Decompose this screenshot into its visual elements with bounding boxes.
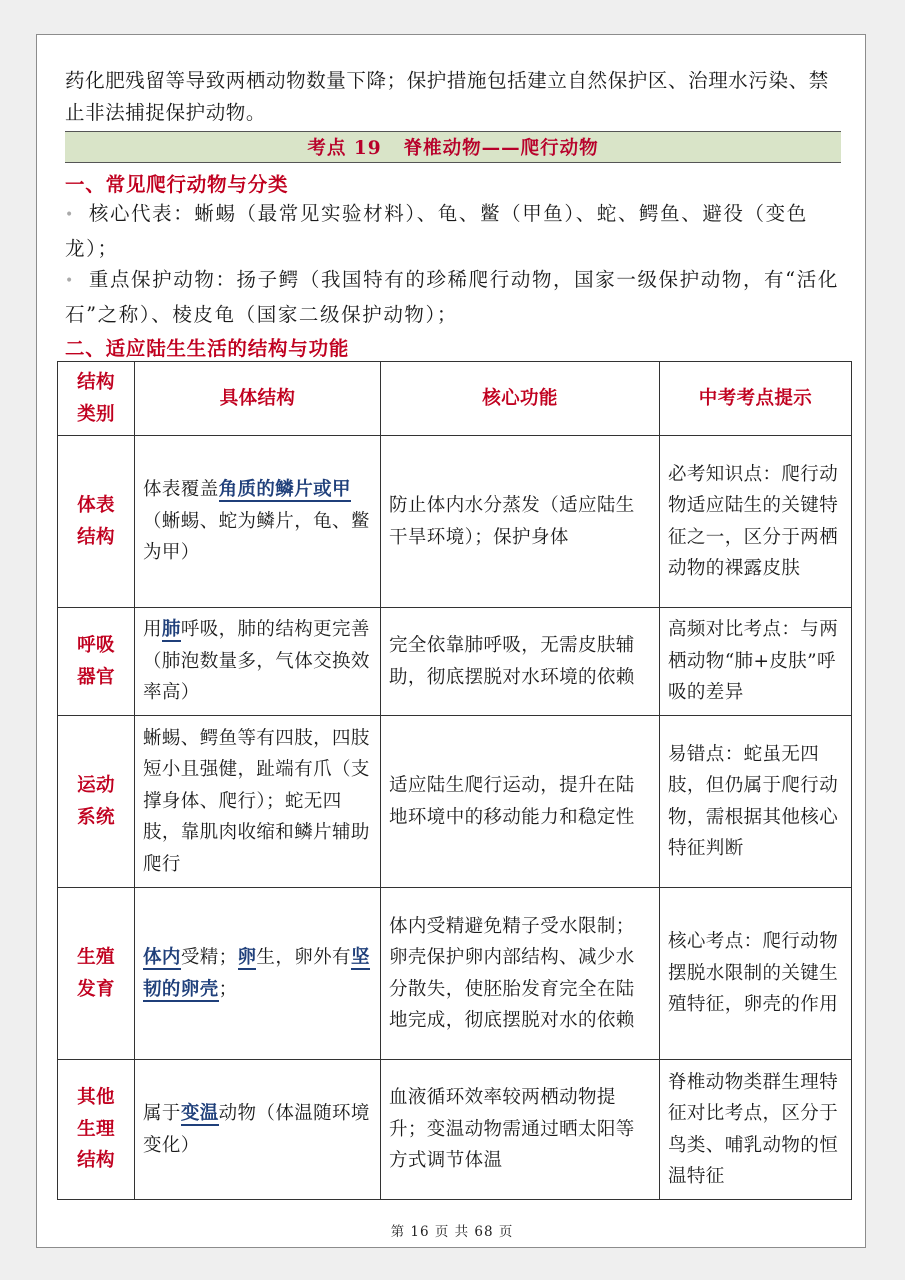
table-row <box>58 888 852 1060</box>
header-structure: 具体结构 <box>135 362 381 436</box>
topic-title: 脊椎动物——爬行动物 <box>403 138 599 159</box>
row-function: 防止体内水分蒸发（适应陆生干旱环境）；保护身体 <box>381 436 660 608</box>
row-category: 生殖发育 <box>58 888 135 1060</box>
page-footer: 第 16 页 共 68 页 <box>390 1224 514 1240</box>
highlight-term: 角质的鳞片或甲 <box>218 479 351 501</box>
header-category: 结构类别 <box>58 362 135 436</box>
bullet-text: 重点保护动物：扬子鳄（我国特有的珍稀爬行动物，国家一级保护动物，有“活化石”之称）、棱皮龟（国家二级保护动物）； <box>65 268 839 326</box>
row-category: 呼吸器官 <box>58 608 135 716</box>
table-row <box>58 1060 852 1200</box>
row-exam-tip: 脊椎动物类群生理特征对比考点，区分于鸟类、哺乳动物的恒温特征 <box>660 1060 852 1200</box>
row-exam-tip: 核心考点：爬行动物摆脱水限制的关键生殖特征，卵壳的作用 <box>660 888 852 1060</box>
row-category: 运动系统 <box>58 716 135 888</box>
highlight-term: 变温 <box>180 1103 219 1124</box>
row-exam-tip: 必考知识点：爬行动物适应陆生的关键特征之一，区分于两栖动物的裸露皮肤 <box>660 436 852 608</box>
topic-number: 考点 19 <box>307 138 382 159</box>
bullet-item <box>65 263 845 332</box>
highlight-term: 坚韧的卵壳 <box>143 947 370 1000</box>
document-page <box>36 34 866 1248</box>
header-function: 核心功能 <box>381 362 660 436</box>
bullet-dot-icon: • <box>65 272 75 289</box>
row-category: 其他生理结构 <box>58 1060 135 1200</box>
highlight-term: 肺 <box>161 619 181 641</box>
row-structure: 用肺呼吸，肺的结构更完善（肺泡数量多，气体交换效率高） <box>135 608 381 716</box>
intro-paragraph: 药化肥残留等导致两栖动物数量下降；保护措施包括建立自然保护区、治理水污染、禁止非法捕捉保护动物。 <box>65 69 829 124</box>
row-function: 完全依靠肺呼吸，无需皮肤辅助，彻底摆脱对水环境的依赖 <box>381 608 660 716</box>
section-1-heading: 一、常见爬行动物与分类 <box>65 173 289 196</box>
row-function: 适应陆生爬行运动，提升在陆地环境中的移动能力和稳定性 <box>381 716 660 888</box>
structure-function-table <box>57 361 852 1200</box>
table-header-row <box>58 362 852 436</box>
bullet-item <box>65 197 845 266</box>
row-exam-tip: 高频对比考点：与两栖动物“肺+皮肤”呼吸的差异 <box>660 608 852 716</box>
row-category: 体表结构 <box>58 436 135 608</box>
topic-banner <box>65 131 841 163</box>
row-function: 血液循环效率较两栖动物提升；变温动物需通过晒太阳等方式调节体温 <box>381 1060 660 1200</box>
table-row <box>58 436 852 608</box>
table-row <box>58 608 852 716</box>
row-structure: 属于变温动物（体温随环境变化） <box>135 1060 381 1200</box>
row-structure: 体内受精；卵生，卵外有坚韧的卵壳； <box>135 888 381 1060</box>
row-structure: 蜥蜴、鳄鱼等有四肢，四肢短小且强健，趾端有爪（支撑身体、爬行）；蛇无四肢，靠肌肉收缩和鳞片辅助爬行 <box>135 716 381 888</box>
bullet-text: 核心代表：蜥蜴（最常见实验材料）、龟、鳖（甲鱼）、蛇、鳄鱼、避役（变色龙）； <box>65 202 808 260</box>
highlight-term: 体内 <box>143 947 181 968</box>
row-structure: 体表覆盖角质的鳞片或甲（蜥蜴、蛇为鳞片，龟、鳖为甲） <box>135 436 381 608</box>
bullet-dot-icon: • <box>65 206 75 223</box>
section-2-heading: 二、适应陆生生活的结构与功能 <box>65 337 350 360</box>
header-exam-tip: 中考考点提示 <box>660 362 852 436</box>
highlight-term: 卵 <box>237 947 257 968</box>
row-exam-tip: 易错点：蛇虽无四肢，但仍属于爬行动物，需根据其他核心特征判断 <box>660 716 852 888</box>
table-row <box>58 716 852 888</box>
row-function: 体内受精避免精子受水限制；卵壳保护卵内部结构、减少水分散失，使胚胎发育完全在陆地完成，彻底摆脱对水的依赖 <box>381 888 660 1060</box>
